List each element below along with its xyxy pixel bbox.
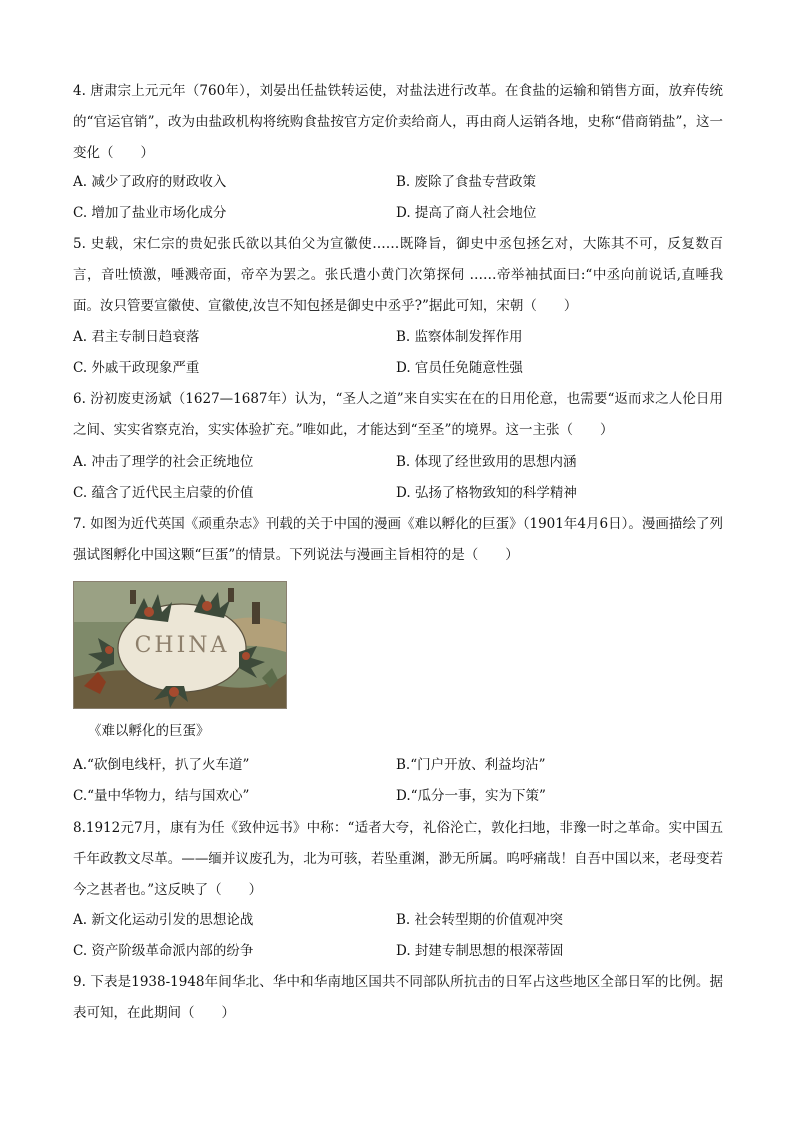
question-4-options — [73, 167, 723, 229]
option-b[interactable]: B. 社会转型期的价值观冲突 — [396, 912, 564, 928]
question-5-stem: 5. 史载，宋仁宗的贵妃张氏欲以其伯父为宣徽使……既降旨，御史中丞包拯乞对，大陈其不可，反复数百言，音吐愤激，唾溅帝面，帝卒为罢之。张氏遣小黄门次第探伺 ……帝举袖拭面曰:“中丞向前说话,直唾我面。汝只管要宣徽使、宣徽使,汝岂不知包拯是御史中丞乎?”据此可知，宋朝（ ） — [73, 236, 723, 314]
option-d[interactable]: D. 弘扬了格物致知的科学精神 — [396, 485, 577, 501]
options-row — [73, 167, 723, 198]
egg-label: CHINA — [134, 633, 230, 658]
cartoon-figure — [73, 581, 287, 709]
option-d[interactable]: D.“瓜分一事，实为下策” — [396, 788, 546, 804]
options-row — [73, 198, 723, 229]
option-a[interactable]: A.“砍倒电线杆，扒了火车道” — [73, 757, 250, 773]
options-row — [73, 936, 723, 967]
options-row — [73, 322, 723, 353]
options-row — [73, 750, 723, 781]
options-row — [73, 353, 723, 384]
option-d[interactable]: D. 官员任免随意性强 — [396, 360, 523, 376]
options-row — [73, 781, 723, 812]
question-8-options — [73, 905, 723, 967]
option-a[interactable]: A. 新文化运动引发的思想论战 — [73, 912, 254, 928]
figure-caption: 《难以孵化的巨蛋》 — [88, 723, 210, 739]
options-row — [73, 478, 723, 509]
option-d[interactable]: D. 封建专制思想的根深蒂固 — [396, 943, 564, 959]
question-4-stem: 4. 唐肃宗上元元年（760年），刘晏出任盐铁转运使，对盐法进行改革。在食盐的运输和销售方面，放弃传统的“官运官销”，改为由盐政机构将统购食盐按官方定价卖给商人，再由商人运销各地，史称“借商销盐”，这一变化（ ） — [73, 83, 723, 161]
option-b[interactable]: B.“门户开放、利益均沾” — [396, 757, 546, 773]
option-c[interactable]: C.“量中华物力，结与国欢心” — [73, 788, 250, 804]
option-b[interactable]: B. 废除了食盐专营政策 — [396, 174, 537, 190]
cartoon-illustration — [74, 582, 286, 708]
options-row — [73, 447, 723, 478]
question-7-stem: 7. 如图为近代英国《顽重杂志》刊载的关于中国的漫画《难以孵化的巨蛋》（1901年4月6日）。漫画描绘了列强试图孵化中国这颗“巨蛋”的情景。下列说法与漫画主旨相符的是（ ） — [73, 516, 723, 563]
option-d[interactable]: D. 提高了商人社会地位 — [396, 205, 537, 221]
question-6-stem: 6. 汾初废吏汤斌（1627—1687年）认为，“圣人之道”来自实实在在的日用伦意，也需要“返而求之人伦日用之间、实实省察克治，实实体验扩充。”唯如此，才能达到“至圣”的境界。这一主张（ ） — [73, 391, 723, 438]
option-c[interactable]: C. 外戚干政现象严重 — [73, 360, 200, 376]
option-a[interactable]: A. 冲击了理学的社会正统地位 — [73, 454, 254, 470]
question-6-options — [73, 447, 723, 509]
question-9-stem: 9. 下表是1938-1948年间华北、华中和华南地区国共不同部队所抗击的日军占这些地区全部日军的比例。据表可知，在此期间（ ） — [73, 974, 723, 1021]
option-c[interactable]: C. 蕴含了近代民主启蒙的价值 — [73, 485, 254, 501]
option-c[interactable]: C. 增加了盐业市场化成分 — [73, 205, 227, 221]
question-7-options — [73, 750, 723, 812]
option-c[interactable]: C. 资产阶级革命派内部的纷争 — [73, 943, 254, 959]
question-5-options — [73, 322, 723, 384]
question-8-stem: 8.1912元7月，康有为任《致仲远书》中称：“适者大夸，礼俗沦亡，敦化扫地，非豫一时之革命。实中国五千年政教文尽革。——缅并议废孔为，北为可骇，若坠重渊，渺无所属。呜呼痛哉！自吾中国以来，老母变若今之甚者也。”这反映了（ ） — [73, 820, 723, 898]
option-a[interactable]: A. 君主专制日趋衰落 — [73, 329, 200, 345]
options-row — [73, 905, 723, 936]
option-b[interactable]: B. 体现了经世致用的思想内涵 — [396, 454, 577, 470]
option-a[interactable]: A. 减少了政府的财政收入 — [73, 174, 227, 190]
option-b[interactable]: B. 监察体制发挥作用 — [396, 329, 523, 345]
